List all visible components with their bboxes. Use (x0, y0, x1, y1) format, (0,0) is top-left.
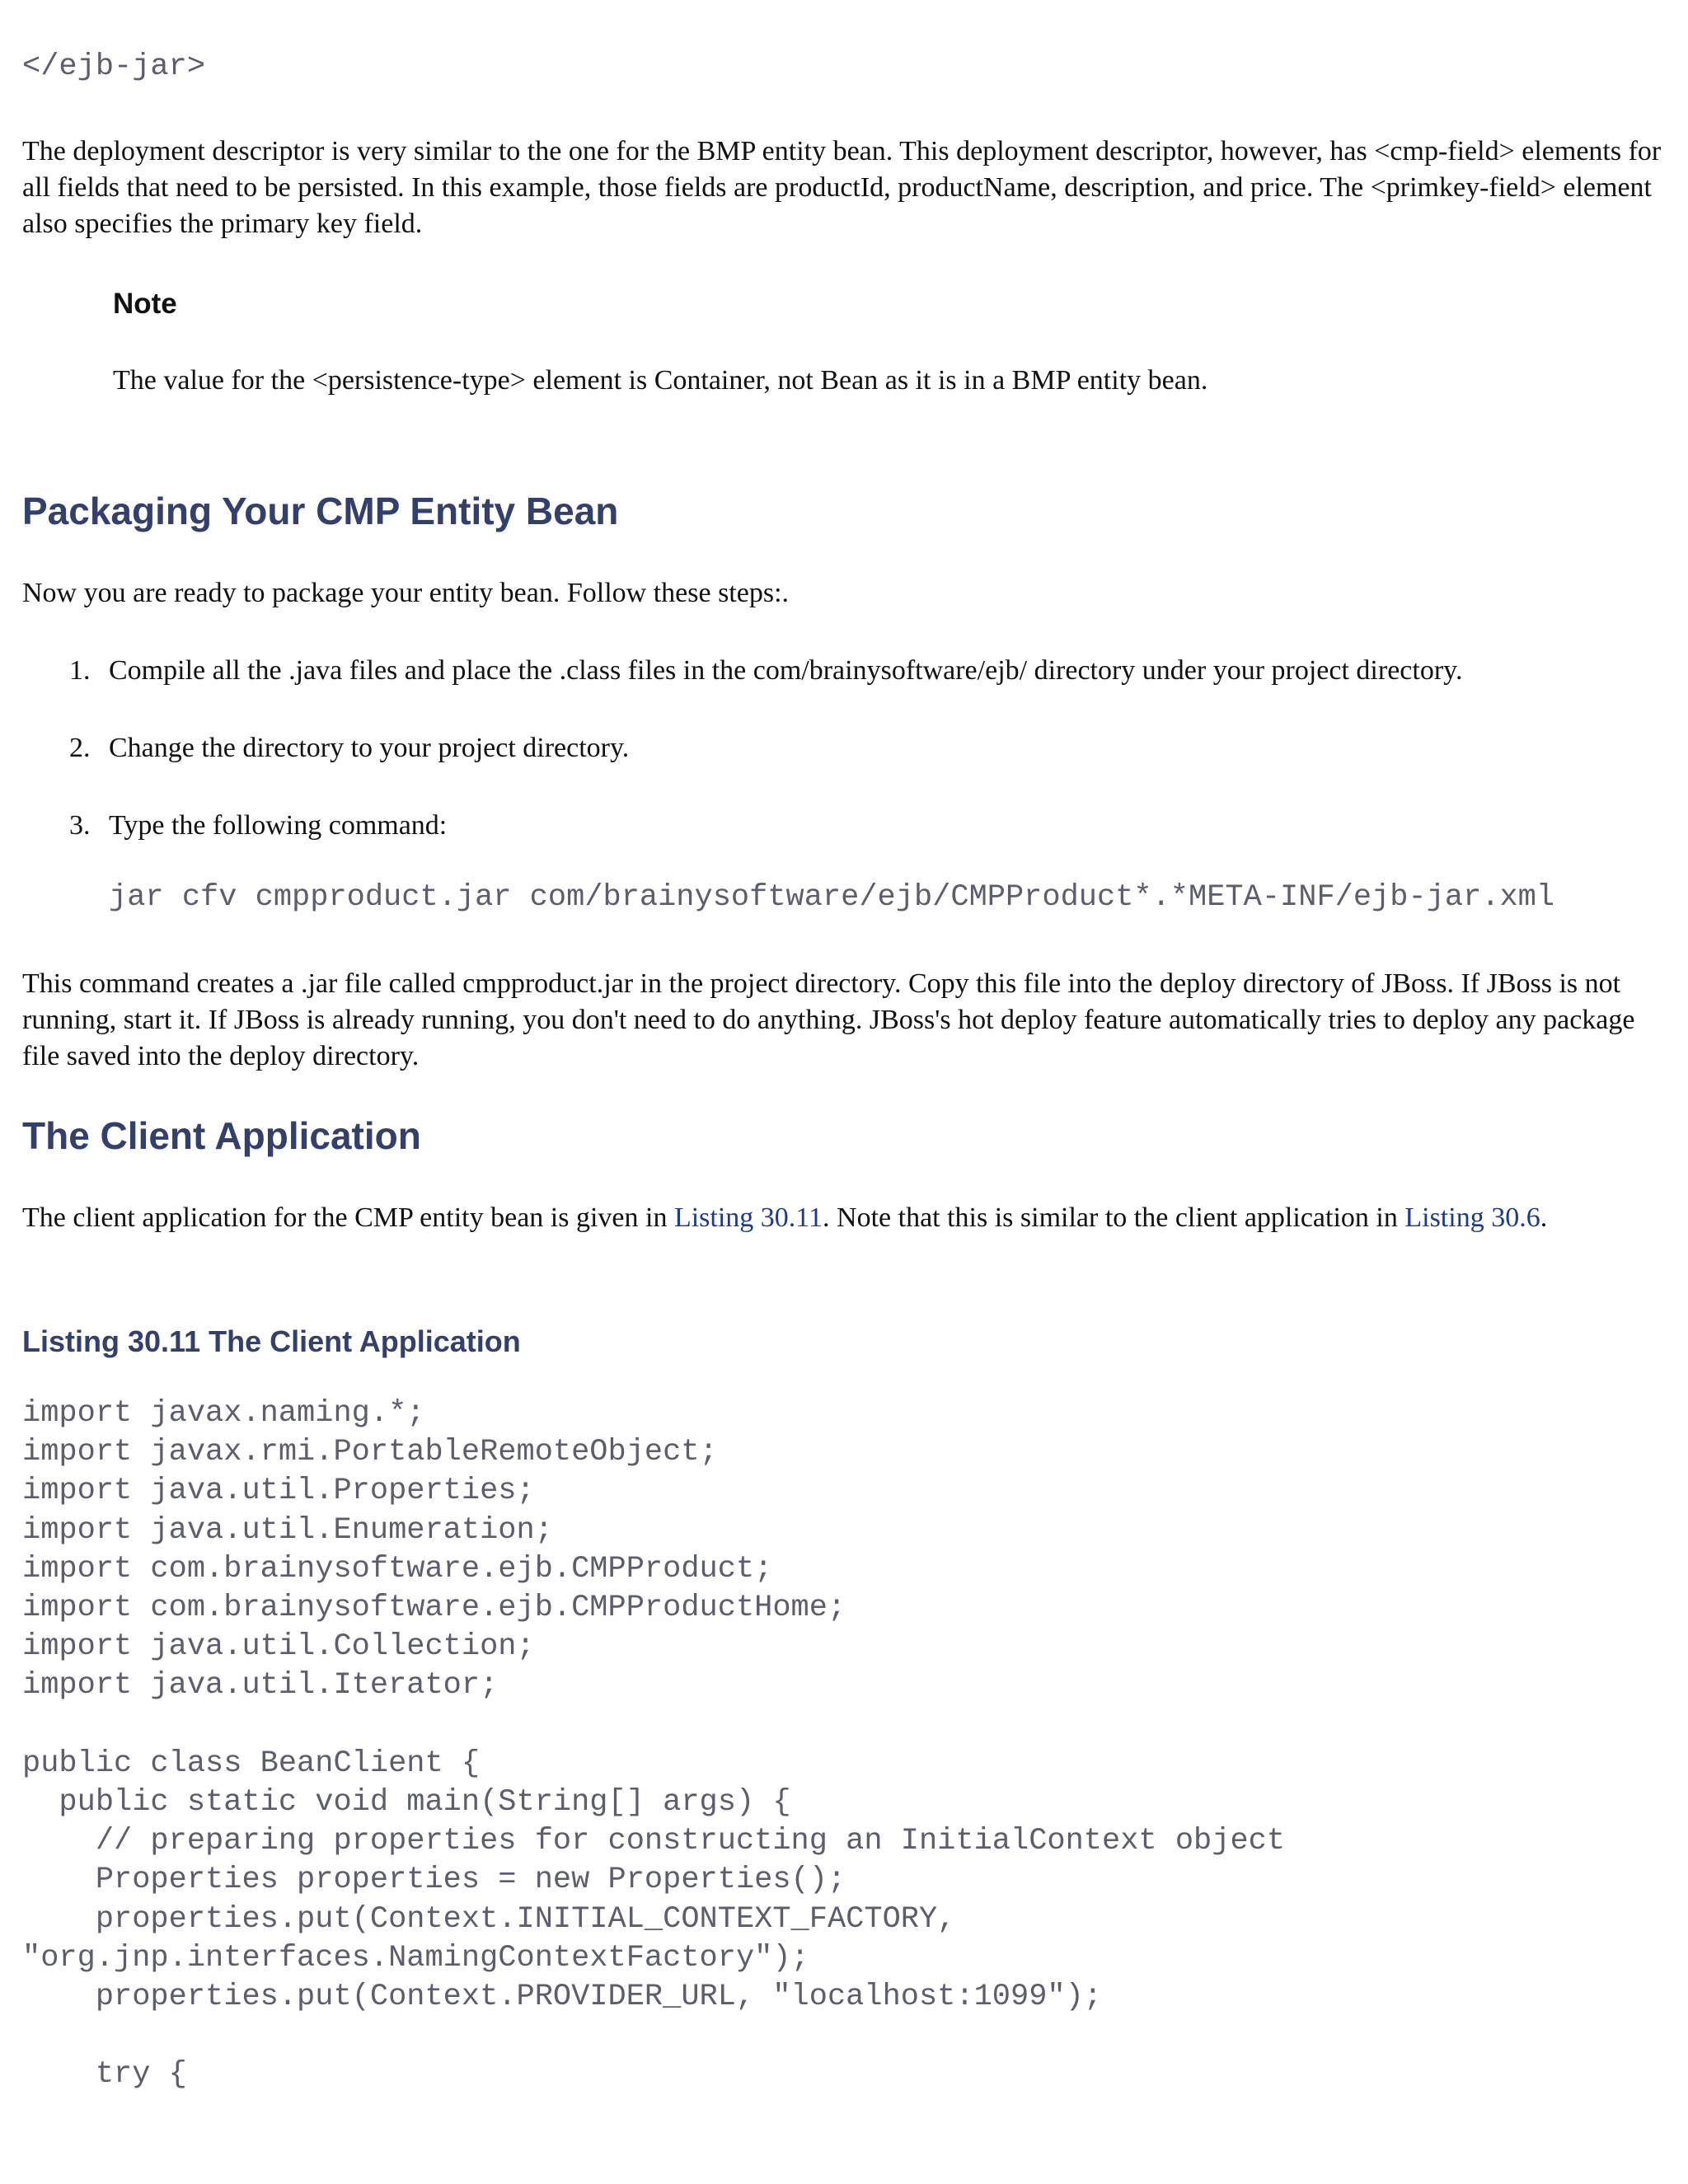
listing-30-11-link[interactable]: Listing 30.11 (673, 1202, 823, 1233)
jar-command: jar cfv cmpproduct.jar com/brainysoftware/ejb/CMPProduct*.*META-INF/ejb-jar.xml (109, 880, 1555, 915)
list-item (22, 730, 1667, 808)
client-intro-text-end: . (1540, 1202, 1548, 1233)
note-text: The value for the <persistence-type> element is Container, not Bean as it is in a BMP entity bean. (113, 365, 1208, 396)
step-text: Compile all the .java files and place the .class files in the com/brainysoftware/ejb/ directory under your project directory. (109, 655, 1463, 686)
client-intro-text-middle: . Note that this is similar to the client application in (823, 1202, 1405, 1233)
step-number: 1. (69, 655, 91, 686)
step-number: 3. (69, 810, 91, 841)
packaging-steps (22, 653, 1667, 885)
listing-code: import javax.naming.*; import javax.rmi.PortableRemoteObject; import java.util.Properties; import java.util.Enumeration; import com.brainysoftware.ejb.CMPProduct; import com.brainysoftware.ejb.CMPProductHome; import java.util.Collection; import java.util.Iterator; public class BeanClient { public static void main(String[] args) { // preparing properties for constructing an InitialContext object Properties properties = new Properties(); properties.put(Context.INITIAL_CONTEXT_FACTORY, "org.jnp.interfaces.NamingContextFactory"); properties.put(Context.PROVIDER_URL, "localhost:1099"); try { (22, 1396, 1286, 2093)
packaging-after-paragraph: This command creates a .jar file called cmpproduct.jar in the project directory. Copy this file into the deploy directory of JBoss. If JBoss is not running, start it. If JBoss is already running, you don't need to do anything. JBoss's hot deploy feature automatically tries to deploy any package file saved into the deploy directory. (22, 968, 1635, 1071)
step-number: 2. (69, 733, 91, 763)
code-closing-tag: </ejb-jar> (22, 49, 206, 84)
client-intro-text: The client application for the CMP entity bean is given in (22, 1202, 674, 1233)
listing-title: Listing 30.11 The Client Application (22, 1324, 521, 1358)
step-text: Type the following command: (109, 810, 448, 841)
intro-paragraph: The deployment descriptor is very similar to the one for the BMP entity bean. This deployment descriptor, however, has <cmp-field> elements for all fields that need to be persisted. In this example, those fields are productId, productName, description, and price. The <primkey-field> element also specifies the primary key field. (22, 136, 1662, 239)
packaging-intro: Now you are ready to package your entity bean. Follow these steps:. (22, 578, 790, 608)
heading-client: The Client Application (22, 1114, 421, 1157)
note-title: Note (113, 288, 177, 320)
list-item (22, 653, 1667, 730)
list-item (22, 808, 1667, 885)
heading-packaging: Packaging Your CMP Entity Bean (22, 490, 619, 532)
client-intro-paragraph (22, 1200, 1667, 1236)
listing-30-6-link[interactable]: Listing 30.6 (1404, 1202, 1540, 1233)
step-text: Change the directory to your project directory. (109, 733, 630, 763)
